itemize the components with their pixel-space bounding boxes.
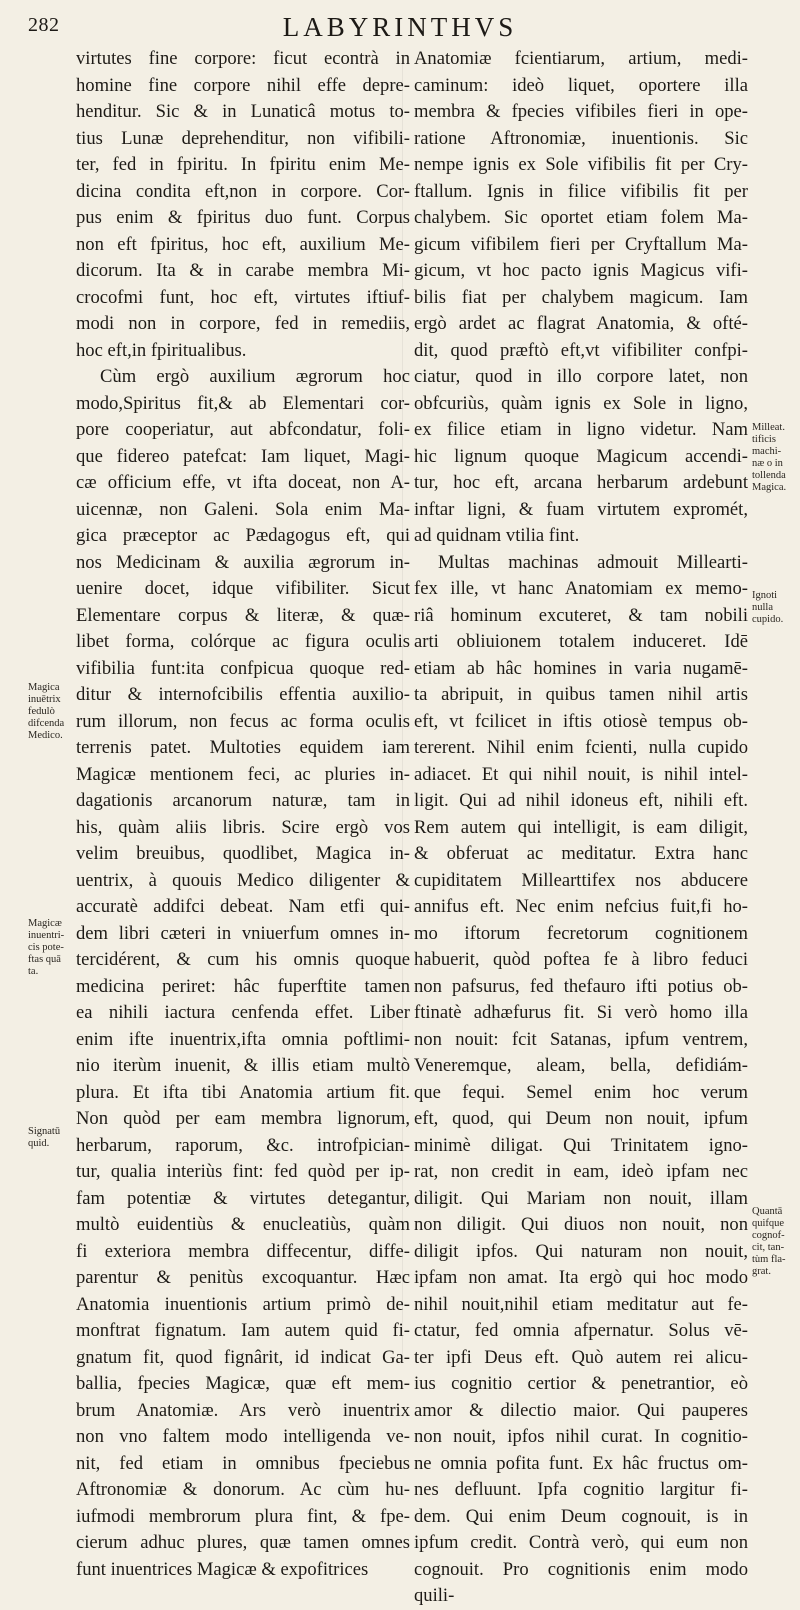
text-line: fi exteriora membra diffecentur, diffe- bbox=[76, 1240, 410, 1262]
text-line: ftinatè adhæfurus fit. Si verò homo illa bbox=[414, 1002, 748, 1023]
margin-note-line: tollenda bbox=[752, 470, 786, 481]
text-line: cæ officium effe, vt ifta doceat, non A- bbox=[76, 472, 410, 493]
text-line: tius Lunæ deprehenditur, non vifibili- bbox=[76, 127, 410, 149]
text-line: Anatomia inuentionis artium primò de- bbox=[76, 1293, 410, 1315]
text-line: ter ipfi Deus eft. Quò autem rei alicu- bbox=[414, 1346, 748, 1368]
margin-note-line: inuētrix bbox=[28, 694, 61, 705]
margin-note-line: cognof- bbox=[752, 1230, 785, 1241]
text-line: ea nihili iactura cenfenda effet. Liber bbox=[76, 1002, 410, 1023]
text-line: fam potentiæ & virtutes detegantur, bbox=[76, 1187, 410, 1209]
text-line: rum illorum, non fecus ac forma oculis bbox=[76, 710, 410, 732]
text-line: nit, fed etiam in omnibus fpeciebus bbox=[76, 1452, 410, 1474]
text-line: tur, hoc eft, arcana herbarum ardebunt bbox=[414, 472, 748, 493]
text-line: brum Anatomiæ. Ars verò inuentrix bbox=[76, 1399, 410, 1421]
margin-note-signatum bbox=[28, 1126, 74, 1150]
margin-note-ignoti-nulla-cupido bbox=[752, 590, 798, 626]
margin-note-line: tificis bbox=[752, 434, 776, 445]
margin-note-line: fedulò bbox=[28, 706, 55, 717]
text-line: chalybem. Sic oportet etiam folem Ma- bbox=[414, 207, 748, 228]
margin-note-line: Medico. bbox=[28, 730, 63, 741]
left-text-column bbox=[76, 46, 410, 1583]
text-line: Veneremque, aleam, bella, defidiám- bbox=[414, 1055, 748, 1076]
text-line: ne omnia pofita funt. Ex hâc fructus om- bbox=[414, 1452, 748, 1474]
text-line: libet forma, colórque ac figura oculis bbox=[76, 631, 410, 652]
text-line: multò euidentiùs & enucleatiùs, quàm bbox=[76, 1214, 410, 1235]
text-line: non eft fpiritus, hoc eft, auxilium Me- bbox=[76, 233, 410, 255]
text-line: nihil nouit,nihil etiam meditatur aut fe- bbox=[414, 1293, 748, 1315]
page-number: 282 bbox=[28, 14, 60, 36]
text-line: amor & dilectio maior. Qui pauperes bbox=[414, 1399, 748, 1421]
text-line: minimè diligat. Qui Trinitatem igno- bbox=[414, 1134, 748, 1156]
text-line: ipfam non amat. Ita ergò qui hoc modo bbox=[414, 1267, 748, 1288]
text-line: inftar ligni, & fuam virtutem expromét, bbox=[414, 498, 748, 520]
text-line: non pafsurus, fed thefauro ifti potius ob- bbox=[414, 975, 748, 997]
text-line: que fidereo patefcat: Iam liquet, Magi- bbox=[76, 445, 410, 467]
running-title: LABYRINTHVS bbox=[282, 12, 518, 42]
margin-note-line: Signatū bbox=[28, 1126, 61, 1137]
text-line: gicum, vt hoc pacto ignis Magicus vifi- bbox=[414, 260, 748, 281]
text-line: plura. Et ifta tibi Anatomia artium fit. bbox=[76, 1081, 410, 1103]
text-line: homine fine corpore nihil effe depre- bbox=[76, 74, 410, 96]
margin-note-line: Ignoti bbox=[752, 590, 778, 601]
margin-note-line: næ o in bbox=[752, 458, 783, 469]
text-line: quili- bbox=[414, 1585, 455, 1606]
text-line: dem. Qui enim Deum cognouit, is in bbox=[414, 1505, 748, 1527]
margin-note-line: quifque bbox=[752, 1218, 785, 1229]
text-line: Cùm ergò auxilium ægrorum hoc bbox=[100, 366, 410, 387]
text-line: diligit ipfos. Qui naturam non nouit, bbox=[414, 1240, 748, 1262]
margin-note-line: nulla bbox=[752, 602, 773, 613]
text-line: ctatur, fed omnia afpernatur. Solus vē- bbox=[414, 1320, 748, 1341]
margin-note-line: ta. bbox=[28, 966, 39, 977]
text-line: ratione Aftronomiæ, inuentionis. Sic bbox=[414, 127, 748, 149]
text-line: dicorum. Ita & in carabe membra Mi- bbox=[76, 260, 410, 281]
margin-note-magica-inuentrix bbox=[28, 682, 74, 742]
text-line: eft, vt fcilicet in iftis otiosè tempus ob- bbox=[414, 710, 748, 732]
text-line: tur, qualia interiùs fint: fed quòd per ip- bbox=[76, 1161, 410, 1182]
text-line: pus enim & fpiritus duo funt. Corpus bbox=[76, 207, 410, 228]
text-line: dem libri cæteri in vniuerfum omnes in- bbox=[76, 922, 410, 944]
text-line: & obferuat ac meditatur. Extra hanc bbox=[414, 843, 748, 864]
text-line: iufmodi membrorum plura fint, & fpe- bbox=[76, 1505, 410, 1527]
text-line: nio iterùm inuenit, & illis etiam multò bbox=[76, 1055, 410, 1076]
text-line: gicum vifibilem fieri per Cryftallum Ma- bbox=[414, 233, 748, 255]
text-line: virtutes fine corpore: ficut econtrà in bbox=[76, 48, 410, 69]
margin-note-line: Magicæ bbox=[28, 918, 62, 929]
text-line: ta abripuit, in quibus tamen nihil artis bbox=[414, 684, 748, 705]
margin-note-line: difcenda bbox=[28, 718, 65, 729]
text-line: eft, quod, qui Deum non nouit, ipfum bbox=[414, 1108, 748, 1129]
text-line: crocofmi funt, hoc eft, virtutes iftiuf- bbox=[76, 286, 410, 308]
text-line: enim ifte inuentrix,ifta omnia poftlimi- bbox=[76, 1028, 410, 1050]
text-line: cognouit. Pro cognitionis enim modo bbox=[414, 1558, 748, 1580]
text-line: uicennæ, non Galeni. Sola enim Ma- bbox=[76, 498, 410, 520]
text-line: ligit. Qui ad nihil idoneus eft, nihili eft. bbox=[414, 790, 748, 811]
text-line: funt inuentrices Magicæ & expofitrices bbox=[76, 1558, 369, 1580]
text-line: cierum adhuc plures, quæ tamen omnes bbox=[76, 1532, 410, 1553]
margin-note-line: machi- bbox=[752, 446, 782, 457]
margin-note-line: tùm fla- bbox=[752, 1254, 786, 1265]
text-line: ballia, fpecies Magicæ, quæ eft mem- bbox=[76, 1373, 410, 1394]
margin-note-line: Magica. bbox=[752, 482, 787, 493]
text-line: nempe ignis ex Sole vifibilis fit per Cry- bbox=[414, 154, 748, 175]
page-header bbox=[28, 12, 772, 48]
text-line: diligit. Qui Mariam non nouit, illam bbox=[414, 1187, 748, 1209]
text-line: Non quòd per eam membra lignorum, bbox=[76, 1108, 410, 1129]
text-line: henditur. Sic & in Lunaticâ motus to- bbox=[76, 101, 410, 122]
margin-note-line: quid. bbox=[28, 1138, 50, 1149]
text-line: ter, fed in fpiritu. In fpiritu enim Me- bbox=[76, 154, 410, 175]
text-line: non nouit: fcit Satanas, ipfum ventrem, bbox=[414, 1028, 748, 1050]
text-line: gica præceptor ac Pædagogus eft, qui bbox=[76, 525, 410, 546]
margin-note-line: Quantā bbox=[752, 1206, 783, 1217]
text-line: Aftronomiæ & donorum. Ac cùm hu- bbox=[76, 1479, 410, 1500]
text-line: monftrat fignatum. Iam autem quid fi- bbox=[76, 1320, 410, 1341]
text-line: parentur & penitùs excoquantur. Hæc bbox=[76, 1267, 410, 1288]
text-line: ex filice etiam in ligno videtur. Nam bbox=[414, 419, 748, 440]
text-line: ciatur, quod in illo corpore latet, non bbox=[414, 366, 748, 387]
text-line: fex ille, vt hanc Anatomiam ex memo- bbox=[414, 578, 748, 599]
text-line: riâ hominum excuteret, & tam nobili bbox=[414, 604, 748, 626]
text-line: nes defluunt. Ipfa cognitio largitur fi- bbox=[414, 1479, 748, 1500]
text-line: uentrix, à quouis Medico diligenter & bbox=[76, 869, 410, 891]
text-line: ad quidnam vtilia fint. bbox=[414, 525, 580, 546]
text-line: Multas machinas admouit Millearti- bbox=[438, 551, 748, 573]
text-line: non diligit. Qui diuos non nouit, non bbox=[414, 1214, 748, 1235]
text-line: ftallum. Ignis in filice vifibilis fit per bbox=[414, 180, 748, 202]
text-line: arti obliuionem totalem induceret. Idē bbox=[414, 631, 748, 652]
text-line: dicina condita eft,non in corpore. Cor- bbox=[76, 180, 410, 202]
text-line: que fequi. Semel enim hoc verum bbox=[414, 1081, 748, 1103]
text-line: ergò ardet ac flagrat Anatomia, & ofté- bbox=[414, 313, 748, 334]
text-line: mo iftorum fecretorum cognitionem bbox=[414, 922, 748, 944]
margin-note-milleartificis bbox=[752, 422, 798, 494]
text-line: nos Medicinam & auxilia ægrorum in- bbox=[76, 551, 410, 573]
text-line: hoc eft,in fpiritualibus. bbox=[76, 339, 247, 361]
text-line: his, quàm aliis libris. Scire ergò vos bbox=[76, 816, 410, 838]
text-line: accuratè addifci debeat. Nam etfi qui- bbox=[76, 896, 410, 917]
margin-note-line: Magica bbox=[28, 682, 60, 693]
text-line: vifibilia funt:ita confpicua quoque red- bbox=[76, 657, 410, 679]
text-line: Rem autem qui intelligit, is eam diligit, bbox=[414, 816, 748, 838]
text-line: ius cognitio certior & penetrantior, eò bbox=[414, 1373, 748, 1394]
margin-note-line: Milleat. bbox=[752, 422, 785, 433]
text-line: obfcuriùs, quàm ignis ex Sole in ligno, bbox=[414, 392, 748, 414]
text-line: tererent. Nihil enim fcienti, nulla cupido bbox=[414, 737, 748, 758]
text-line: dagationis arcanorum naturæ, tam in bbox=[76, 790, 410, 811]
text-line: herbarum, raporum, &c. introfpician- bbox=[76, 1134, 410, 1156]
text-line: velim breuibus, quodlibet, Magica in- bbox=[76, 843, 410, 864]
text-line: tercidérent, & cum his omnis quoque bbox=[76, 949, 410, 970]
text-line: dit, quod præftò eft,vt vifibiliter confpi- bbox=[414, 339, 748, 361]
margin-note-line: cis pote- bbox=[28, 942, 64, 953]
margin-note-line: grat. bbox=[752, 1266, 771, 1277]
text-line: membra & fpecies vifibiles fieri in ope- bbox=[414, 101, 748, 122]
text-line: gnatum fit, quod fignârit, id indicat Ga- bbox=[76, 1346, 410, 1368]
text-line: etiam ab hâc homines in varia nugamē- bbox=[414, 657, 748, 679]
text-line: rat, non credit in eam, ideò ipfam nec bbox=[414, 1161, 748, 1182]
margin-note-line: inuentri- bbox=[28, 930, 65, 941]
text-line: terrenis patet. Multoties equidem iam bbox=[76, 737, 410, 758]
margin-note-line: cupido. bbox=[752, 614, 784, 625]
text-line: Elementare corpus & literæ, & quæ- bbox=[76, 604, 410, 626]
text-line: Magicæ mentionem feci, ac pluries in- bbox=[76, 763, 410, 785]
margin-note-quantum-quisque bbox=[752, 1206, 798, 1278]
text-line: medicina periret: hâc fuperftite tamen bbox=[76, 975, 410, 997]
margin-note-line: ftas quā bbox=[28, 954, 61, 965]
margin-note-line: cit, tan- bbox=[752, 1242, 785, 1253]
margin-note-magicae-potestas bbox=[28, 918, 74, 978]
text-line: hic lignum quoque Magicum accendi- bbox=[414, 445, 748, 467]
text-line: pore cooperiatur, aut abfcondatur, foli- bbox=[76, 419, 410, 440]
text-line: ditur & internofcibilis effentia auxilio- bbox=[76, 684, 410, 705]
text-line: non nouit, ipfos nihil curat. In cognitio- bbox=[414, 1426, 748, 1447]
text-line: uenire docet, idque vifibiliter. Sicut bbox=[76, 578, 410, 599]
text-line: modi non in corpore, fed in remediis, bbox=[76, 313, 410, 334]
text-line: annifus eft. Nec enim nefcius fuit,fi ho- bbox=[414, 896, 748, 917]
text-line: ipfum credit. Contrà verò, qui eum non bbox=[414, 1532, 748, 1553]
text-line: caminum: ideò liquet, oportere illa bbox=[414, 74, 748, 96]
text-line: bilis fiat per chalybem magicum. Iam bbox=[414, 286, 748, 308]
text-line: Anatomiæ fcientiarum, artium, medi- bbox=[414, 48, 748, 69]
text-line: modo,Spiritus fit,& ab Elementari cor- bbox=[76, 392, 410, 414]
text-line: cupiditatem Millearttifex nos abducere bbox=[414, 869, 748, 891]
right-text-column bbox=[414, 46, 748, 1610]
text-line: habuerit, quòd poftea fe à libro feduci bbox=[414, 949, 748, 970]
text-line: non vno faltem modo intelligenda ve- bbox=[76, 1426, 410, 1447]
text-line: adiacet. Et qui nihil nouit, is nihil intel- bbox=[414, 763, 748, 785]
